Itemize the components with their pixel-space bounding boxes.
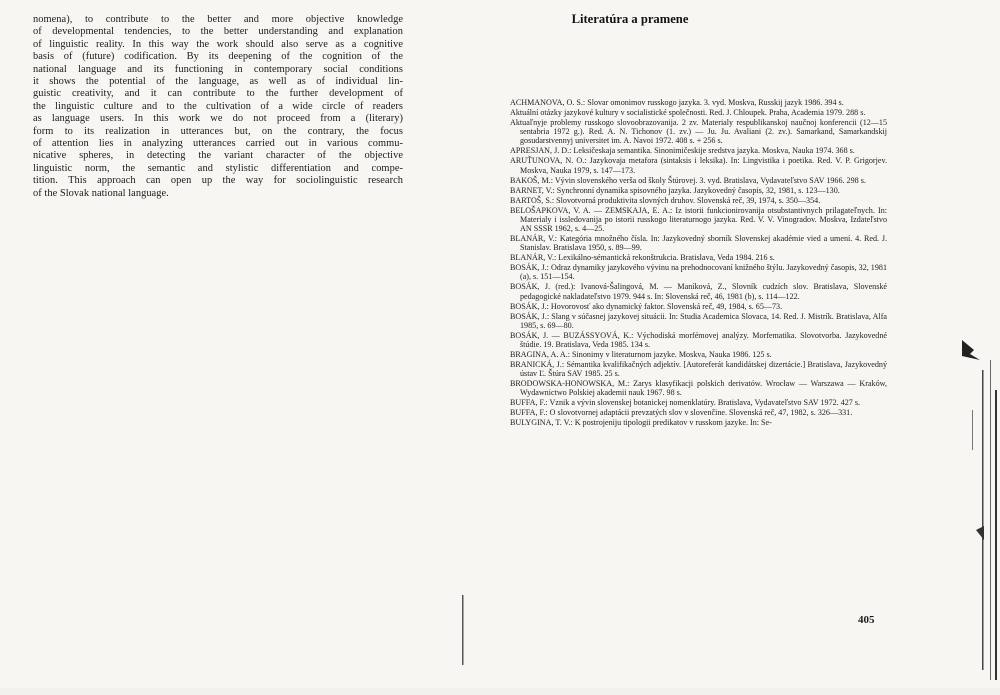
paragraph-line: it shows the potential of the language, as well as of individual lin- [33, 76, 403, 88]
reference-entry: Aktuální otázky jazykové kultury v socialistické společnosti. Red. J. Chloupek. Praha, Academia 1979. 288 s. [510, 108, 866, 117]
reference-entry: APRESJAN, J. D.: Leksičeskaja semantika. Sinonimičeskije sredstva jazyka. Moskva, Nauka 1974. 368 s. [510, 146, 855, 156]
bibliography-list [510, 98, 887, 428]
reference-entry: BLANÁR, V.: Kategória množného čísla. In: Jazykovedný sborník Slovenskej akadémie vied a umení. 4. Red. J. Stanislav. Bratislava 1950, s. 89—99. [510, 234, 887, 253]
reference-entry: BAKOŠ, M.: Vývin slovenského verša od školy Štúrovej. 3. vyd. Bratislava, Vydavateľstvo SAV 1966. 298 s. [510, 175, 866, 185]
paragraph-line: form to its realization in utterances but, on the contrary, the focus [33, 125, 403, 137]
english-summary-paragraph [33, 14, 403, 200]
paragraph-line: tition. This approach can open up the way for sociolinguistic research [33, 175, 403, 187]
paragraph-line: of the Slovak national language. [33, 187, 169, 199]
reference-entry: BULYGINA, T. V.: K postrojeniju tipologii predikatov v russkom jazyke. In: Se- [510, 418, 772, 428]
reference-entry: BOSÁK, J.: Slang v súčasnej jazykovej situácii. In: Studia Academica Slovaca, 14. Red. J. Mistrík. Bratislava, Alfa 1985, s. 69—80. [510, 311, 887, 330]
reference-entry: Aktuaľnyje problemy russkogo slovoobrazovanija. 2 zv. Materialy respublikanskoj naučnoj konferencii (12—15 sentabria 1972 g.). Red. A. N. Tichonov (1. zv.) — Ju. Ju. Avaliani (2. zv.). Samarkand, Samarkandskij gosudarstvennyj universitet im. A. Navoi 1972. 408 s. + 256 s. [510, 118, 887, 146]
reference-entry: BOSÁK, J.: Hovorovosť ako dynamický faktor. Slovenská reč, 49, 1984, s. 65—73. [510, 301, 783, 311]
reference-entry: BELOŠAPKOVA, V. A. — ZEMSKAJA, E. A.: Iz istorii funkcionirovanija otsubstantivnych prilagateľnych. In: Materialy i issledovanija po istorii russkogo literaturnogo jazyka. Red. V. V. Vinogradov. Moskva, Izdateľstvo AN SSSR 1962, s. 4—25. [510, 205, 887, 234]
reference-entry: BARTOŠ, S.: Slovotvorná produktivita slovných druhov. Slovenská reč, 39, 1974, s. 350—354. [510, 195, 821, 205]
reference-entry: BRAGINA, A. A.: Sinonimy v literaturnom jazyke. Moskva, Nauka 1986. 125 s. [510, 350, 772, 360]
paragraph-line: of developmental tendencies, to the better understanding and explanation [33, 26, 403, 38]
paragraph-line: nomena), to contribute to the better and more objective knowledge [33, 14, 403, 25]
paragraph-line: national language and its functioning in contemporary social conditions [33, 63, 403, 75]
paragraph-line: guistic creativity, and it can contribute to the further development of [33, 88, 403, 100]
scan-edge-artifact [960, 330, 1000, 690]
page-title: Literatúra a pramene [571, 12, 689, 26]
reference-entry: BOSÁK, J. (red.): Ivanová-Šalingová, M. — Maníková, Z., Slovník cudzích slov. Bratislava, Slovenské pedagogické nakladateľstvo 1979. 944 s. In: Slovenská reč, 46, 1981 (b), s. 114—122. [510, 282, 887, 301]
paragraph-line: the linguistic culture and to the cultivation of a wide circle of readers [33, 100, 403, 112]
paragraph-line: of linguistic reality. In this way the work should also serve as a cognitive [33, 38, 403, 50]
paragraph-line: as language users. In this work we do not proceed from a (literary) [33, 113, 403, 125]
reference-entry: BOSÁK, J.: Odraz dynamiky jazykového vývinu na prehodnocovaní knižného štýlu. Jazykovedný časopis, 32, 1981 (a), s. 151—154. [510, 263, 887, 282]
reference-entry: BOSÁK, J. — BUZÁSSYOVÁ, K.: Východiská morfémovej analýzy. Morfematika. Slovotvorba. Jazykovedné štúdie. 19. Bratislava, Veda 1985. 134 s. [510, 330, 887, 350]
paragraph-line: of attention lies in analyzing utterances carried out in various commu- [33, 138, 403, 150]
paragraph-line: linguistic norm, the semantic and stylistic differentiation and compe- [33, 162, 403, 174]
reference-entry: BARNET, V.: Synchronní dynamika spisovného jazyka. Jazykovedný časopis, 32, 1981, s. 123—130. [510, 185, 840, 195]
reference-entry: BUFFA, F.: Vznik a vývin slovenskej botanickej nomenklatúry. Bratislava, Vydavateľstvo SAV 1972. 427 s. [510, 398, 861, 408]
reference-entry: BUFFA, F.: O slovotvornej adaptácii prevzatých slov v slovenčine. Slovenská reč, 47, 1982, s. 326—331. [510, 408, 853, 418]
paragraph-line: basis of (future) codification. By its deepening of the cognition of the [33, 51, 403, 63]
reference-entry: BRODOWSKA-HONOWSKA, M.: Zarys klasyfikacji polskich derivatów. Wrocław — Warszawa — Kraków, Wydawnictwo Polskiej akademii nauk 1967. 98 s. [510, 379, 887, 398]
reference-entry: ARUŤUNOVA, N. O.: Jazykovaja metafora (sintaksis i leksika). In: Lingvistika i poetika. Red. V. P. Grigorjev. Moskva, Nauka 1979, s. 147—173. [510, 156, 887, 175]
reference-entry: BLANÁR, V.: Lexikálno-sémantická rekonštrukcia. Bratislava, Veda 1984. 216 s. [510, 253, 775, 263]
reference-entry: BRANICKÁ, J.: Sémantika kvalifikačných adjektív. [Autoreferát kandidátskej dizertácie.] Bratislava, Jazykovedný ústav Ľ. Štúra SAV 1985. 25 s. [510, 360, 887, 379]
page-number: 405 [858, 614, 875, 626]
scan-gutter-shadow [460, 595, 466, 665]
paragraph-line: nicative spheres, in detecting the variant character of the objective [33, 150, 403, 162]
reference-entry: ACHMANOVA, O. S.: Slovar omonimov russkogo jazyka. 3. vyd. Moskva, Russkij jazyk 1986. 394 s. [510, 98, 844, 107]
